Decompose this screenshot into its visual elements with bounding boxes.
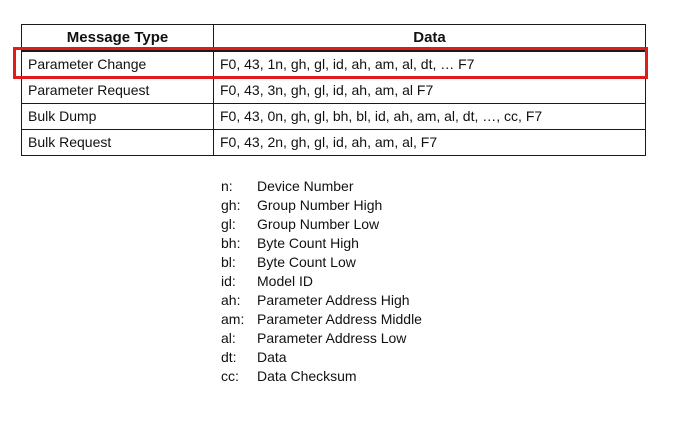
message-type-cell: Parameter Change [22, 51, 214, 78]
table-row [22, 104, 646, 130]
legend-desc: Byte Count Low [257, 254, 356, 270]
message-type-cell: Parameter Request [22, 78, 214, 104]
abbreviation-legend [221, 177, 422, 386]
table-row [22, 78, 646, 104]
data-cell: F0, 43, 2n, gh, gl, id, ah, am, al, F7 [214, 130, 646, 156]
message-type-cell: Bulk Request [22, 130, 214, 156]
legend-item [221, 177, 422, 196]
data-cell: F0, 43, 0n, gh, gl, bh, bl, id, ah, am, al, dt, …, cc, F7 [214, 104, 646, 130]
legend-desc: Device Number [257, 178, 354, 194]
message-type-table [21, 24, 646, 156]
legend-item [221, 348, 422, 367]
data-cell: F0, 43, 1n, gh, gl, id, ah, am, al, dt, … F7 [214, 51, 646, 78]
legend-abbr: al: [221, 330, 236, 346]
legend-desc: Parameter Address Low [257, 330, 407, 346]
legend-desc: Parameter Address High [257, 292, 410, 308]
legend-abbr: dt: [221, 349, 237, 365]
legend-desc: Data Checksum [257, 368, 357, 384]
column-header-message-type: Message Type [22, 25, 214, 52]
legend-desc: Byte Count High [257, 235, 359, 251]
legend-abbr: id: [221, 273, 236, 289]
legend-abbr: bh: [221, 235, 241, 251]
legend-abbr: ah: [221, 292, 241, 308]
legend-abbr: am: [221, 311, 245, 327]
legend-item [221, 253, 422, 272]
legend-abbr: cc: [221, 368, 239, 384]
table-row [22, 51, 646, 78]
legend-desc: Data [257, 349, 287, 365]
legend-item [221, 234, 422, 253]
legend-item [221, 291, 422, 310]
table-row [22, 130, 646, 156]
legend-item [221, 367, 422, 386]
legend-item [221, 272, 422, 291]
legend-item [221, 196, 422, 215]
legend-item [221, 329, 422, 348]
table-header-row [22, 25, 646, 52]
legend-abbr: gl: [221, 216, 236, 232]
message-type-cell: Bulk Dump [22, 104, 214, 130]
column-header-data: Data [214, 25, 646, 52]
legend-abbr: n: [221, 178, 233, 194]
data-cell: F0, 43, 3n, gh, gl, id, ah, am, al F7 [214, 78, 646, 104]
legend-desc: Group Number High [257, 197, 383, 213]
legend-item [221, 215, 422, 234]
legend-abbr: bl: [221, 254, 236, 270]
legend-desc: Model ID [257, 273, 314, 289]
legend-abbr: gh: [221, 197, 241, 213]
legend-desc: Group Number Low [257, 216, 380, 232]
legend-desc: Parameter Address Middle [257, 311, 422, 327]
legend-item [221, 310, 422, 329]
